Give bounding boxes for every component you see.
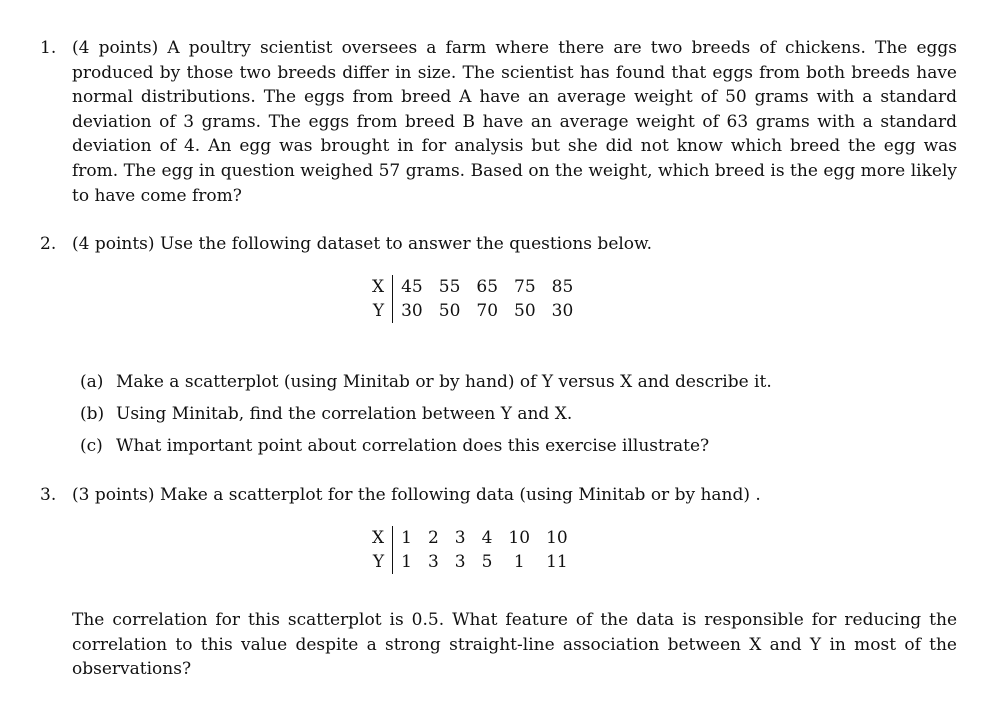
followup-text: The correlation for this scatterplot is 0.5. What feature of the data is responsible for reducing the correlation to this value despite a strong straight-line association between X and Y in most of the observations? xyxy=(72,610,957,680)
question-3-followup xyxy=(72,608,957,682)
dataset-table xyxy=(372,526,576,574)
table-cell: 3 xyxy=(454,552,466,572)
part-text: Using Minitab, find the correlation between Y and X. xyxy=(116,404,573,424)
part-label: (c) xyxy=(80,436,103,456)
table-cell: 1 xyxy=(401,528,412,548)
question-number: 3. xyxy=(40,485,57,505)
question-2 xyxy=(40,232,957,257)
question-text: (4 points) A poultry scientist oversees a farm where there are two breeds of chickens. The eggs produced by those two breeds differ in size. The scientist has found that eggs from both breeds have normal distributions. The eggs from breed A have an average weight of 50 grams with a standard deviation of 3 grams. The eggs from breed B have an average weight of 63 grams with a standard deviation of 4. An egg was brought in for analysis but she did not know which breed the egg was from. The egg in question weighed 57 grams. Based on the weight, which breed is the egg more likely to have come from? xyxy=(72,38,957,206)
table-row xyxy=(372,275,581,299)
table-row xyxy=(372,550,576,574)
table-cell: 50 xyxy=(514,301,536,321)
part-text: Make a scatterplot (using Minitab or by hand) of Y versus X and describe it. xyxy=(116,372,772,392)
list-item xyxy=(80,434,950,466)
question-number: 2. xyxy=(40,234,57,254)
table-cell: 5 xyxy=(481,552,493,572)
row-label-x: X xyxy=(372,526,393,550)
row-label-y: Y xyxy=(372,299,393,323)
question-3 xyxy=(40,483,957,508)
table-cell: 45 xyxy=(401,277,423,297)
table-cell: 75 xyxy=(514,277,536,297)
list-item xyxy=(80,370,950,402)
table-cell: 55 xyxy=(438,277,461,297)
table-cell: 3 xyxy=(427,552,439,572)
part-label: (a) xyxy=(80,372,104,392)
table-cell: 1 xyxy=(401,552,412,572)
table-cell: 85 xyxy=(551,277,574,297)
question-1 xyxy=(40,36,957,208)
row-label-x: X xyxy=(372,275,393,299)
table-row xyxy=(372,526,576,550)
part-text: What important point about correlation does this exercise illustrate? xyxy=(116,436,710,456)
table-cell: 65 xyxy=(476,277,499,297)
table-cell: 4 xyxy=(481,528,493,548)
table-cell: 10 xyxy=(508,528,531,548)
table-cell: 30 xyxy=(401,301,423,321)
list-item xyxy=(80,402,950,434)
part-label: (b) xyxy=(80,404,105,424)
dataset-table xyxy=(372,275,581,323)
question-2-parts xyxy=(80,370,950,466)
question-text: (4 points) Use the following dataset to answer the questions below. xyxy=(72,234,652,254)
table-cell: 10 xyxy=(546,528,568,548)
table-cell: 30 xyxy=(551,301,574,321)
table-cell: 3 xyxy=(454,528,466,548)
table-cell: 11 xyxy=(546,552,568,572)
table-row xyxy=(372,299,581,323)
question-text: (3 points) Make a scatterplot for the following data (using Minitab or by hand) . xyxy=(72,485,761,505)
table-cell: 70 xyxy=(476,301,499,321)
question-number: 1. xyxy=(40,38,57,58)
row-label-y: Y xyxy=(372,550,393,574)
table-cell: 1 xyxy=(513,552,525,572)
table-cell: 2 xyxy=(427,528,439,548)
table-cell: 50 xyxy=(438,301,461,321)
